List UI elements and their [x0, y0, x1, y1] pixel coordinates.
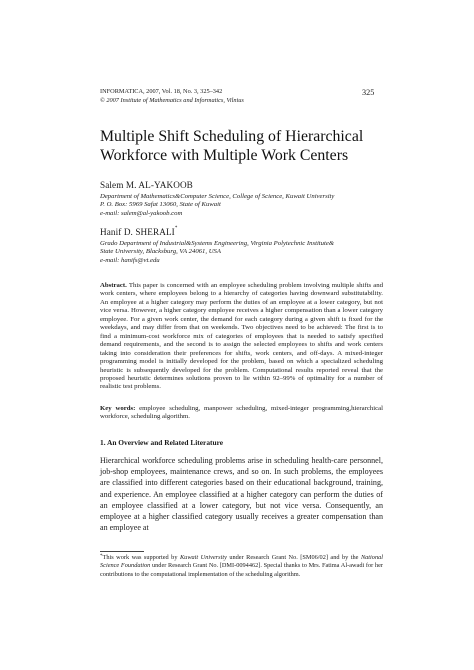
footnote-text-2: under Research Grant No. [SM06/02] and by the	[226, 554, 361, 561]
copyright-line: © 2007 Institute of Mathematics and Informatics, Vilnius	[100, 96, 244, 104]
journal-line: INFORMATICA, 2007, Vol. 18, No. 3, 325–342	[100, 88, 223, 95]
footnote	[100, 554, 383, 579]
author-2-name-block	[100, 227, 177, 237]
author-2-aff-line-1: Grado Department of Industrial&Systems Engineering, Virginia Polytechnic Institute&	[100, 240, 335, 247]
running-header	[100, 88, 244, 105]
author-1-aff-line-2: P. O. Box: 5969 Safat 13060, State of Kuwait	[100, 201, 221, 209]
paper-title	[100, 127, 390, 165]
footnote-text-3: under Research Grant No. [DMI-0094462]. Special thanks to Mrs. Fatima Al-awadi for her contributions to the computational implementation of the scheduling algorithm.	[100, 562, 383, 578]
keywords-label: Key words:	[100, 405, 136, 412]
author-1-email: e-mail: salem@al-yakoob.com	[100, 209, 183, 217]
author-1-name: Salem M. AL-YAKOOB	[100, 180, 193, 190]
footnote-funder-2: National Science Foundation	[100, 554, 383, 570]
footnote-text-1: This work was supported by	[102, 554, 180, 561]
footnote-funder-1: Kuwait University	[179, 554, 227, 561]
author-2-name: Hanif D. SHERALI	[100, 227, 175, 237]
author-1-aff-line-1: Department of Mathematics&Computer Science, College of Science, Kuwait University	[100, 193, 335, 200]
title-line-1: Multiple Shift Scheduling of Hierarchical	[100, 128, 364, 145]
title-line-2: Workforce with Multiple Work Centers	[100, 147, 349, 164]
footnote-rule	[100, 551, 144, 552]
author-2-affiliation	[100, 240, 390, 265]
author-1-affiliation	[100, 193, 390, 218]
author-2-footnote-mark: *	[174, 226, 178, 231]
footnote-mark: *	[100, 554, 103, 559]
keywords-text: employee scheduling, manpower scheduling, mixed-integer programming,hierarchical workforce, scheduling algorithm.	[100, 405, 384, 421]
abstract	[100, 282, 383, 392]
page-number: 325	[362, 88, 375, 97]
keywords	[100, 405, 383, 422]
author-2-aff-line-2: State University, Blacksburg, VA 24061, USA	[100, 248, 221, 256]
body-paragraph: Hierarchical workforce scheduling problems arise in scheduling health-care personnel, job-shop employees, maintenance crews, and so on. In such problems, the employees are classified into different categories based on their educational background, training, and experience. An employee classified at a higher category can perform the duties of an employee classified at a lower category, but not vice versa. Consequently, an employee at a higher classified category usually receives a greater compensation than an employee at	[100, 456, 383, 533]
author-2-email: e-mail: hanifs@vt.edu	[100, 256, 160, 264]
abstract-text: This paper is concerned with an employee scheduling problem involving multiple shifts and work centers, where employees belong to a hierarchy of categories having downward substitutability. An employee at a higher category may perform the duties of an employee at a lower category, but not vice versa. However, a higher category employee receives a higher compensation than a lower category employee. For a given work center, the demand for each category during a given shift is fixed for the weekdays, and may differ from that on weekends. Two objectives need to be achieved: The first is to find a minimum-cost workforce mix of categories of employees that is needed to satisfy specified demand requirements, and the second is to assign the selected employees to shifts and work centers taking into consideration their preferences for shifts, work centers, and off-days. A mixed-integer programming model is initially developed for the problem, based on which a specialized scheduling heuristic is subsequently developed for the problem. Computational results reported reveal that the proposed heuristic determines solutions proven to lie within 92–99% of optimality for a number of realistic test problems.	[100, 282, 383, 391]
section-heading: 1. An Overview and Related Literature	[100, 438, 224, 447]
abstract-label: Abstract.	[100, 282, 127, 289]
